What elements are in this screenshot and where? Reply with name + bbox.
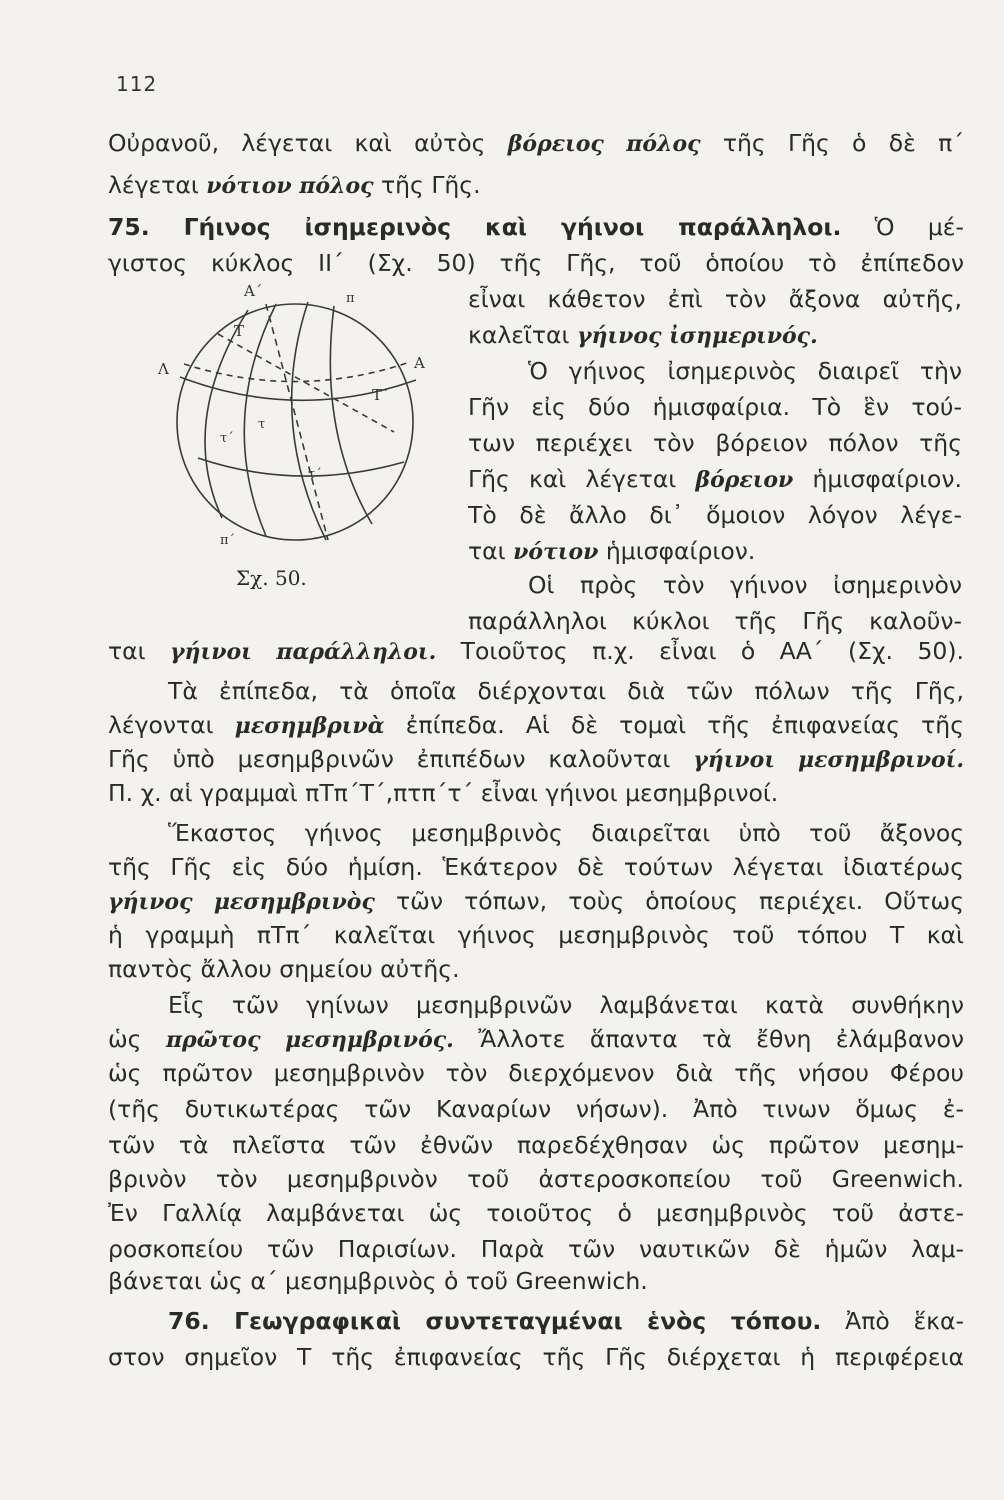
text-line bbox=[108, 1234, 964, 1264]
text-line bbox=[108, 990, 964, 1020]
text-run: ἡμισφαίριον. bbox=[793, 465, 962, 493]
text-run: Γῆς ὑπὸ μεσημβρινῶν ἐπιπέδων καλοῦνται bbox=[108, 745, 694, 773]
text-run: βάνεται ὡς α΄ μεσημβρινὸς ὁ τοῦ Greenwich. bbox=[108, 1267, 648, 1295]
globe-outline bbox=[177, 304, 413, 540]
text-line bbox=[108, 636, 964, 667]
text-run: Ἕκαστος γήινος μεσημβρινὸς διαιρεῖται ὑπὸ τοῦ ἄξονος bbox=[168, 819, 964, 847]
figure-label-t1: τ΄ bbox=[220, 431, 234, 446]
figure-label-t2: τ΄ bbox=[308, 467, 322, 482]
text-line bbox=[108, 852, 964, 882]
text-run: ται bbox=[108, 637, 171, 665]
italic-term: νότιον πόλος bbox=[206, 173, 374, 199]
text-run: βρινὸν τὸν μεσημβρινὸν τοῦ ἀστεροσκοπείου τοῦ Greenwich. bbox=[108, 1165, 964, 1193]
text-run: τῆς Γῆς εἰς δύο ἡμίση. Ἑκάτερον δὲ τούτων λέγεται ἰδιατέρως bbox=[108, 853, 964, 881]
text-line bbox=[468, 570, 962, 600]
text-run: Οὐρανοῦ, λέγεται καὶ αὐτὸς bbox=[108, 129, 508, 157]
figure-caption: Σχ. 50. bbox=[236, 566, 307, 590]
italic-term: πρῶτος μεσημβρινός. bbox=[165, 1027, 454, 1053]
text-run: ἐπίπεδα. Αἱ δὲ τομαὶ τῆς ἐπιφανείας τῆς bbox=[384, 711, 964, 739]
text-line bbox=[108, 1164, 964, 1194]
text-line bbox=[108, 1058, 964, 1088]
text-run: ται bbox=[468, 537, 514, 565]
text-run: Εἷς τῶν γηίνων μεσημβρινῶν λαμβάνεται κατὰ συνθήκην bbox=[168, 991, 964, 1019]
text-run: Γῆς καὶ λέγεται bbox=[468, 465, 696, 493]
text-run: καλεῖται bbox=[468, 321, 577, 349]
text-line bbox=[468, 464, 962, 495]
text-line bbox=[108, 710, 964, 741]
text-line bbox=[108, 170, 964, 201]
text-run: ἡμισφαίριον. bbox=[598, 537, 756, 565]
text-line bbox=[108, 676, 964, 706]
text-run: τῆς Γῆς ὁ δὲ π΄ bbox=[700, 129, 964, 157]
text-line bbox=[108, 744, 964, 775]
text-run: Τὰ ἐπίπεδα, τὰ ὁποῖα διέρχονται διὰ τῶν πόλων τῆς Γῆς, bbox=[168, 677, 964, 705]
section-heading: 75. Γήινος ἰσημερινὸς καὶ γήινοι παράλληλοι. bbox=[108, 213, 842, 241]
text-line bbox=[108, 954, 964, 984]
text-line bbox=[108, 1024, 964, 1055]
text-line bbox=[108, 920, 964, 950]
text-line bbox=[468, 606, 962, 636]
meridian-1 bbox=[205, 310, 248, 518]
figure-label-A1: Α΄ bbox=[244, 282, 263, 300]
italic-term: βόρειος πόλος bbox=[507, 131, 701, 157]
text-line bbox=[468, 536, 962, 567]
figure-label-L: Λ bbox=[158, 360, 169, 378]
text-run: ἡ γραμμὴ πΤπ΄ καλεῖται γήινος μεσημβρινὸς τοῦ τόπου Τ καὶ bbox=[108, 921, 964, 949]
italic-term: νότιον bbox=[513, 539, 599, 565]
text-run: εἶναι κάθετον ἐπὶ τὸν ἄξονα αὐτῆς, bbox=[468, 285, 962, 313]
text-run: ὡς πρῶτον μεσημβρινὸν τὸν διερχόμενον διὰ τῆς νήσου Φέρου bbox=[108, 1059, 964, 1087]
text-run: παντὸς ἄλλου σημείου αὐτῆς. bbox=[108, 955, 460, 983]
figure-label-pi1: π bbox=[346, 291, 355, 306]
italic-term: γήινος μεσημβρινὸς bbox=[108, 889, 375, 915]
globe-diagram bbox=[158, 282, 436, 548]
figure-label-A: Α bbox=[414, 354, 425, 372]
text-run: λέγονται bbox=[108, 711, 235, 739]
text-line bbox=[468, 392, 962, 422]
text-run: τῆς Γῆς. bbox=[373, 171, 481, 199]
text-run: στον σημεῖον Τ τῆς ἐπιφανείας τῆς Γῆς διέρχεται ἡ περιφέρεια bbox=[108, 1343, 964, 1371]
text-line bbox=[468, 356, 962, 386]
text-line bbox=[108, 1094, 964, 1124]
italic-term: γήινοι παράλληλοι. bbox=[170, 639, 437, 665]
text-line bbox=[468, 428, 962, 458]
text-run: τῶν τὰ πλεῖστα τῶν ἐθνῶν παρεδέχθησαν ὡς πρῶτον μεσημ- bbox=[108, 1131, 964, 1159]
text-line bbox=[468, 320, 962, 351]
italic-term: γήινος ἰσημερινός. bbox=[576, 323, 818, 349]
text-run: λέγεται bbox=[108, 171, 207, 199]
text-line bbox=[108, 1198, 964, 1228]
text-run: Γῆν εἰς δύο ἡμισφαίρια. Τὸ ἓν τού- bbox=[468, 393, 962, 421]
text-line bbox=[108, 1342, 964, 1372]
axis-dashed bbox=[266, 304, 328, 540]
italic-term: μεσημβρινὰ bbox=[234, 713, 385, 739]
section-heading: 76. Γεωγραφικαὶ συντεταγμέναι ἑνὸς τόπου. bbox=[168, 1307, 822, 1335]
text-run: τῶν τόπων, τοὺς ὁποίους περιέχει. Οὕτως bbox=[374, 887, 965, 915]
text-run: Π. χ. αἱ γραμμαὶ πΤπ΄Τ΄,πτπ΄τ΄ εἶναι γήινοι μεσημβρινοί. bbox=[108, 779, 779, 807]
text-line bbox=[108, 248, 964, 278]
text-run: Οἱ πρὸς τὸν γήινον ἰσημερινὸν bbox=[528, 571, 962, 599]
text-line bbox=[108, 128, 964, 159]
figure-label-pi: π΄ bbox=[220, 533, 236, 548]
text-run: Ὁ γήινος ἰσημερινὸς διαιρεῖ τὴν bbox=[528, 357, 962, 385]
text-line bbox=[108, 1306, 964, 1336]
text-line bbox=[108, 818, 964, 848]
italic-term: γήινοι μεσημβρινοί. bbox=[693, 747, 964, 773]
text-line bbox=[108, 212, 964, 242]
text-run: ροσκοπείου τῶν Παρισίων. Παρὰ τῶν ναυτικῶν δὲ ἡμῶν λαμ- bbox=[108, 1235, 964, 1263]
text-run: Ὁ μέ- bbox=[841, 213, 964, 241]
text-line bbox=[108, 778, 964, 808]
figure-label-t: τ bbox=[258, 417, 266, 432]
text-line bbox=[468, 284, 962, 314]
text-run: Τὸ δὲ ἄλλο δι᾽ ὅμοιον λόγον λέγε- bbox=[468, 501, 962, 529]
text-line bbox=[108, 1130, 964, 1160]
figure-label-T1: Τ΄ bbox=[372, 386, 390, 404]
text-run: Ἄλλοτε ἅπαντα τὰ ἔθνη ἐλάμβανον bbox=[453, 1025, 964, 1053]
meridian-4 bbox=[330, 306, 372, 524]
text-run: (τῆς δυτικωτέρας τῶν Καναρίων νήσων). Ἀπὸ τινων ὅμως ἐ- bbox=[108, 1095, 964, 1123]
page-number: 112 bbox=[116, 72, 158, 96]
text-run: Τοιοῦτος π.χ. εἶναι ὁ ΑΑ΄ (Σχ. 50). bbox=[436, 637, 964, 665]
globe-figure bbox=[158, 282, 436, 548]
text-run: γιστος κύκλος ΙΙ΄ (Σχ. 50) τῆς Γῆς, τοῦ ὁποίου τὸ ἐπίπεδον bbox=[108, 249, 964, 277]
figure-label-T: Τ bbox=[234, 322, 245, 340]
text-run: Ἀπὸ ἕκα- bbox=[821, 1307, 964, 1335]
text-run: παράλληλοι κύκλοι τῆς Γῆς καλοῦν- bbox=[468, 607, 962, 635]
text-line bbox=[468, 500, 962, 530]
text-run: ὡς bbox=[108, 1025, 166, 1053]
text-line bbox=[108, 1266, 964, 1296]
text-run: των περιέχει τὸν βόρειον πόλον τῆς bbox=[468, 429, 962, 457]
text-line bbox=[108, 886, 964, 917]
italic-term: βόρειον bbox=[695, 467, 794, 493]
text-run: Ἐν Γαλλίᾳ λαμβάνεται ὡς τοιοῦτος ὁ μεσημβρινὸς τοῦ ἀστε- bbox=[108, 1199, 964, 1227]
